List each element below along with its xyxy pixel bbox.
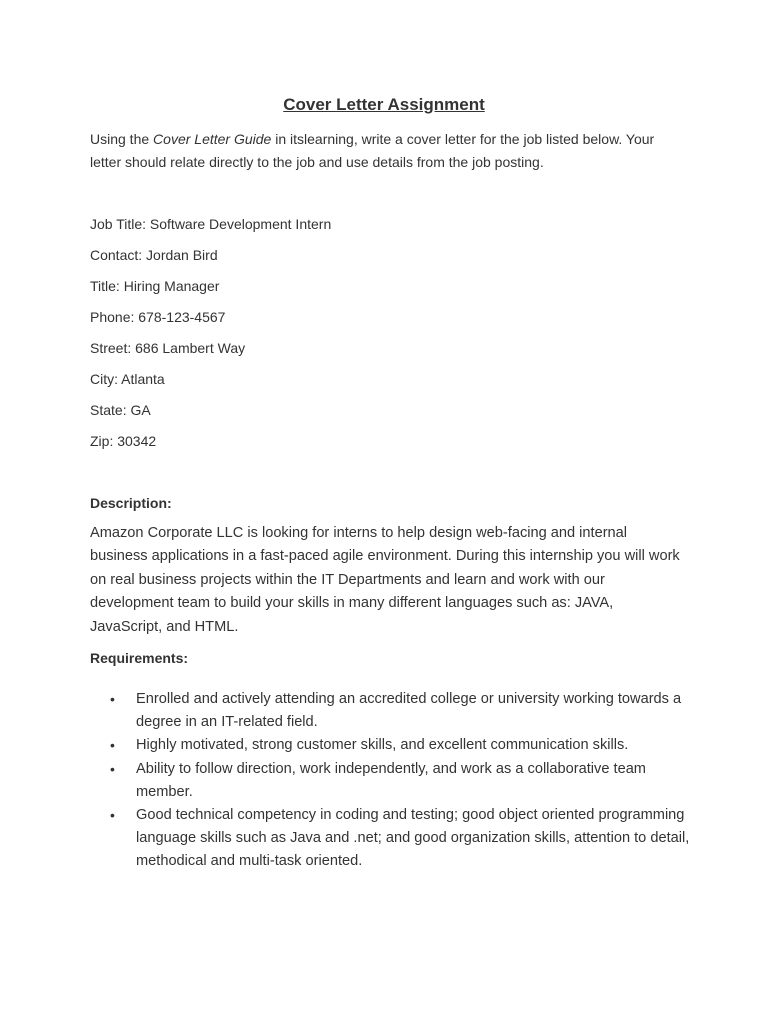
requirements-heading: Requirements: [90, 650, 189, 666]
bullet-icon: • [110, 807, 115, 824]
requirement-item [90, 804, 690, 874]
field-phone: Phone: 678-123-4567 [90, 309, 226, 325]
requirement-text: Enrolled and actively attending an accredited college or university working towards a degree in an IT-related field. [136, 691, 682, 731]
bullet-icon: • [110, 691, 115, 707]
field-contact: Contact: Jordan Bird [90, 247, 218, 263]
requirement-item [90, 758, 690, 804]
field-title: Title: Hiring Manager [90, 278, 220, 294]
page-title: Cover Letter Assignment [283, 95, 485, 114]
field-street: Street: 686 Lambert Way [90, 340, 246, 356]
description-paragraph: Amazon Corporate LLC is looking for interns to help design web-facing and internal business applications in a fast-paced agile environment. During this internship you will work on real business projects within the IT Departments and learn and work with our development team to build your skills in many different languages such as: JAVA, JavaScript, and HTML. [90, 525, 680, 635]
bullet-icon: • [110, 737, 115, 754]
requirement-text: Highly motivated, strong customer skills, and excellent communication skills. [136, 737, 629, 754]
field-zip: Zip: 30342 [90, 433, 157, 449]
requirement-item [90, 688, 690, 734]
requirement-item [90, 734, 690, 757]
requirement-text: Good technical competency in coding and testing; good object oriented programming language skills such as Java and .net; and good organization skills, attention to detail, methodical and multi-task oriented. [136, 807, 690, 870]
intro-text-before: Using the [90, 131, 154, 147]
description-heading: Description: [90, 495, 172, 511]
field-job-title: Job Title: Software Development Intern [90, 216, 332, 232]
cover-letter-guide-reference: Cover Letter Guide [153, 131, 272, 147]
requirements-list [90, 688, 690, 874]
intro-text-after: in itslearning, write a cover letter for the job listed below. Your letter should relate directly to the job and use details from the job posting. [90, 131, 655, 170]
bullet-icon: • [110, 760, 115, 777]
field-state: State: GA [90, 402, 151, 418]
intro-paragraph [90, 128, 670, 174]
requirement-text: Ability to follow direction, work independently, and work as a collaborative team member. [136, 760, 646, 800]
field-city: City: Atlanta [90, 371, 165, 387]
